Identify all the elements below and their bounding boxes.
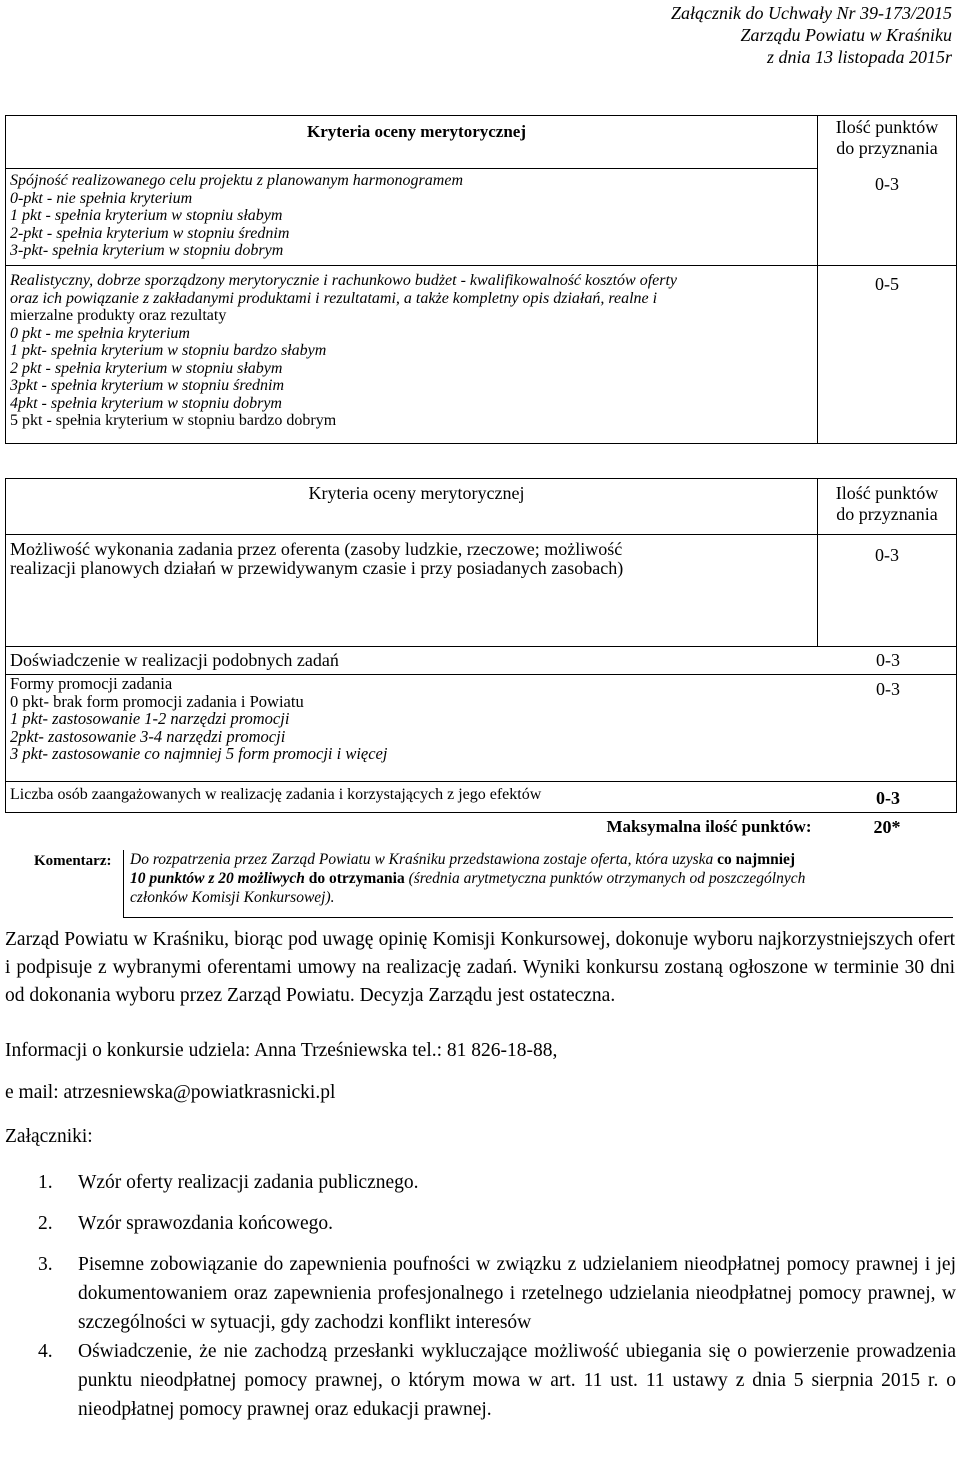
table2-points-1-cell — [818, 535, 957, 647]
criteria-table-2 — [5, 478, 957, 841]
table2-criterion-4 — [6, 782, 957, 813]
comment-box — [123, 850, 953, 918]
criterion-2-title: mierzalne produkty oraz rezultaty — [10, 307, 227, 324]
criterion-1-title: Spójność realizowanego celu projektu z planowanym harmonogramem — [10, 172, 463, 189]
attachment-item-text: Wzór sprawozdania końcowego. — [78, 1213, 334, 1234]
max-points-value: 20* — [873, 817, 901, 837]
attachment-item: 2. Wzór sprawozdania końcowego. — [38, 1213, 334, 1234]
criterion-promotion-line: 2pkt- zastosowanie 3-4 narzędzi promocji — [10, 726, 286, 746]
table2-header-points-1: Ilość punktów — [835, 483, 939, 503]
criterion-2-line: 5 pkt - spełnia kryterium w stopniu bardzo dobrym — [10, 412, 337, 429]
table2-max-value-cell — [818, 813, 957, 841]
table2-criterion-3 — [6, 675, 957, 782]
criterion-1-line: 2-pkt - spełnia kryterium w stopniu średnim — [10, 224, 290, 242]
attachment-item-text: Wzór oferty realizacji zadania publicznego. — [78, 1172, 419, 1193]
table2-points-1: 0-3 — [875, 545, 899, 565]
table2-points-4: 0-3 — [876, 788, 900, 808]
attachment-item: 4. Oświadczenie, że nie zachodzą przesłanki wykluczające możliwość ubiegania się o powierzenie prowadzenia punktu nieodpłatnej pomocy prawnej, o którym mowa w art. 11 ust. 11 ustawy z dnia 5 sierpnia 2015 r. o nieodpłatnej pomocy prawnej oraz edukacji prawnej. — [38, 1341, 956, 1420]
table2-criterion-1 — [6, 535, 818, 647]
attachment-line-1: Załącznik do Uchwały Nr 39-173/2015 — [671, 3, 952, 23]
criteria-table-1 — [5, 115, 957, 444]
attachments-list — [38, 1168, 956, 1424]
criterion-promotion-line: 0 pkt- brak form promocji zadania i Powiatu — [10, 691, 304, 711]
table2-header-points-2: do przyznania — [836, 504, 938, 524]
criterion-promotion-line: 3 pkt- zastosowanie co najmniej 5 form promocji i więcej — [10, 744, 388, 763]
attachment-line-2: Zarządu Powiatu w Kraśniku — [740, 25, 952, 45]
comment-line-3: członków Komisji Konkursowej). — [130, 889, 335, 906]
table1-points-1-cell — [818, 169, 957, 266]
table2-max-label-cell — [6, 813, 818, 841]
comment-line-2: 10 punktów z 20 możliwych do otrzymania (średnia arytmetyczna punktów otrzymanych od poszczególnych — [130, 870, 806, 887]
table1-points-2: 0-5 — [875, 274, 899, 294]
attachment-item: 1. Wzór oferty realizacji zadania publicznego. — [38, 1172, 419, 1193]
contact-info: Informacji o konkursie udziela: Anna Trześniewska tel.: 81 826-18-88, — [5, 1040, 558, 1061]
criterion-promotion-title: Formy promocji zadania — [10, 674, 173, 693]
table2-header-points-cell — [818, 479, 957, 535]
contact-email: e mail: atrzesniewska@powiatkrasnicki.pl — [5, 1082, 336, 1103]
table2-header-criteria-cell — [6, 479, 818, 535]
criterion-2-line: 1 pkt- spełnia kryterium w stopniu bardzo słabym — [10, 342, 327, 359]
table1-header-criteria-cell — [6, 116, 818, 169]
decision-paragraph: Zarząd Powiatu w Kraśniku, biorąc pod uwagę opinię Komisji Konkursowej, dokonuje wyboru najkorzystniejszych ofert i podpisuje z wybranymi oferentami umowy na realizację zadań. Wyniki konkursu zostaną ogłoszone w terminie 30 dni od dokonania wyboru przez Zarząd Powiatu. Decyzja Zarządu jest ostateczna. — [5, 929, 955, 1006]
criterion-promotion-line: 1 pkt- zastosowanie 1-2 narzędzi promocji — [10, 709, 290, 728]
criterion-2-line: 3pkt - spełnia kryterium w stopniu średnim — [10, 377, 285, 394]
criterion-2-line: 2 pkt - spełnia kryterium w stopniu słabym — [10, 359, 283, 377]
criterion-1-line: 3-pkt- spełnia kryterium w stopniu dobrym — [10, 242, 284, 259]
comment-label: Komentarz: — [34, 853, 112, 869]
table2-points-3: 0-3 — [876, 679, 900, 699]
table1-criterion-1 — [6, 169, 818, 266]
table1-criterion-2 — [6, 266, 818, 444]
criterion-1-line: 1 pkt - spełnia kryterium w stopniu słabym — [10, 207, 283, 224]
table2-points-2: 0-3 — [876, 650, 900, 670]
table1-header-points-2: do przyznania — [836, 138, 938, 158]
criterion-2-title: oraz ich powiązanie z zakładanymi produktami i rezultatami, a także kompletny opis działań, realne i — [10, 289, 658, 307]
table1-points-1: 0-3 — [875, 173, 899, 194]
criterion-capacity-line-2: realizacji planowych działań w przewidywanym czasie i przy posiadanych zasobach) — [10, 558, 624, 578]
table1-points-2-cell — [818, 266, 957, 444]
criterion-experience: Doświadczenie w realizacji podobnych zadań — [10, 650, 339, 670]
criterion-1-line: 0-pkt - nie spełnia kryterium — [10, 189, 193, 207]
criterion-2-line: 0 pkt - me spełnia kryterium — [10, 324, 190, 342]
table2-criterion-2 — [6, 647, 957, 675]
table1-header-points-cell — [818, 116, 957, 169]
attachment-item: 3. Pisemne zobowiązanie do zapewnienia poufności w związku z udzielaniem nieodpłatnej pomocy prawnej i jej dokumentowaniem oraz zapewnienia profesjonalnego i rzetelnego udzielania nieodpłatnej pomocy prawnej, w szczególności w sytuacji, gdy zachodzi konflikt interesów — [38, 1254, 956, 1333]
max-points-label: Maksymalna ilość punktów: — [606, 817, 812, 836]
attachments-title: Załączniki: — [5, 1126, 93, 1147]
attachment-header — [671, 2, 952, 68]
attachment-item-text: Pisemne zobowiązanie do zapewnienia poufności w związku z udzielaniem nieodpłatnej pomocy prawnej i jej dokumentowaniem oraz zapewnienia profesjonalnego i rzetelnego udzielania nieodpłatnej pomocy prawnej, w szczególności w sytuacji, gdy zachodzi konflikt interesów — [78, 1254, 956, 1333]
attachment-line-3: z dnia 13 listopada 2015r — [766, 47, 952, 67]
attachment-item-text: Oświadczenie, że nie zachodzą przesłanki wykluczające możliwość ubiegania się o powierzenie prowadzenia punktu nieodpłatnej pomocy prawnej, o którym mowa w art. 11 ust. 11 ustawy z dnia 5 sierpnia 2015 r. o nieodpłatnej pomocy prawnej oraz edukacji prawnej. — [78, 1341, 956, 1420]
criterion-2-line: 4pkt - spełnia kryterium w stopniu dobrym — [10, 394, 282, 412]
criterion-capacity-line-1: Możliwość wykonania zadania przez oferenta (zasoby ludzkie, rzeczowe; możliwość — [10, 539, 623, 559]
table2-header-criteria: Kryteria oceny merytorycznej — [308, 483, 525, 503]
table1-header-criteria: Kryteria oceny merytorycznej — [307, 122, 526, 141]
criterion-2-title: Realistyczny, dobrze sporządzony merytorycznie i rachunkowo budżet - kwalifikowalność kosztów oferty — [10, 272, 678, 289]
criterion-people: Liczba osób zaangażowanych w realizację zadania i korzystających z jego efektów — [10, 786, 542, 803]
table1-header-points-1: Ilość punktów — [835, 117, 939, 137]
comment-line-1: Do rozpatrzenia przez Zarząd Powiatu w Kraśniku przedstawiona zostaje oferta, która uzyska co najmniej — [130, 851, 796, 868]
